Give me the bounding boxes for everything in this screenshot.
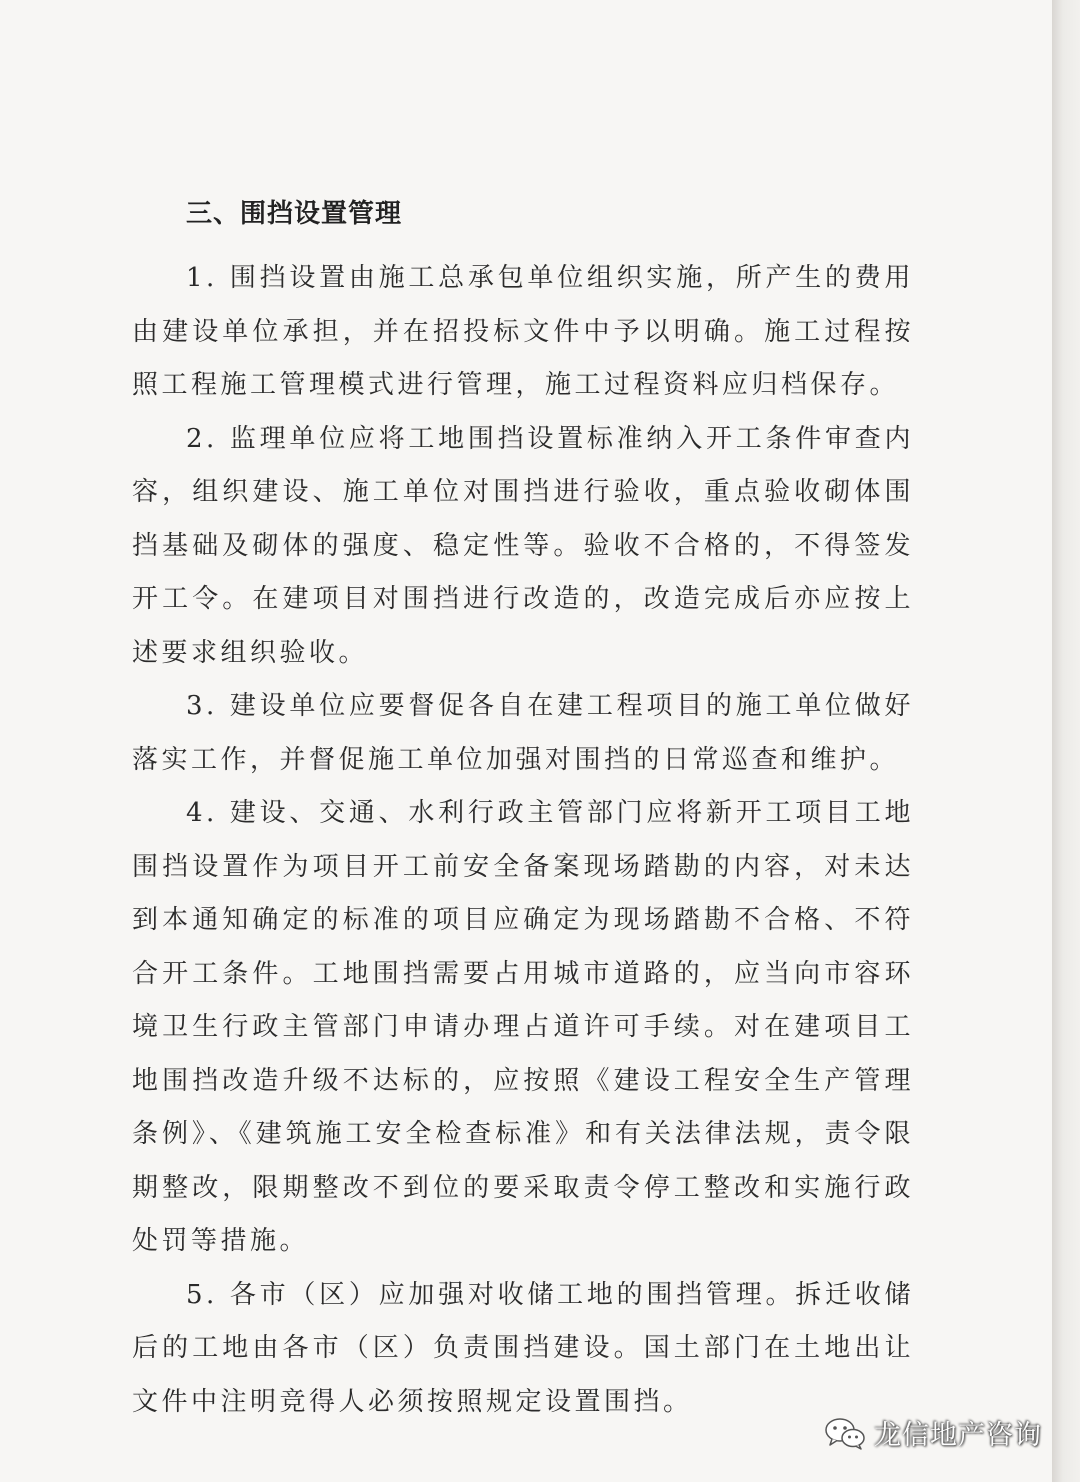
paragraph-4: 4. 建设、交通、水利行政主管部门应将新开工项目工地围挡设置作为项目开工前安全备案现场踏勘的内容，对未达到本通知确定的标准的项目应确定为现场踏勘不合格、不符合开工条件。工地围挡需要占用城市道路的，应当向市容环境卫生行政主管部门申请办理占道许可手续。对在建项目工地围挡改造升级不达标的，应按照《建设工程安全生产管理条例》、《建筑施工安全检查标准》和有关法律法规，责令限期整改，限期整改不到位的要采取责令停工整改和实施行政处罚等措施。 [132, 798, 914, 1256]
watermark [824, 1413, 1042, 1452]
wechat-icon [824, 1416, 866, 1450]
section-heading: 三、围挡设置管理 [186, 199, 403, 229]
paragraph-1: 1. 围挡设置由施工总承包单位组织实施，所产生的费用由建设单位承担，并在招投标文件中予以明确。施工过程按照工程施工管理模式进行管理，施工过程资料应归档保存。 [132, 263, 914, 400]
page-edge-shadow [1052, 0, 1080, 1482]
paragraph-2: 2. 监理单位应将工地围挡设置标准纳入开工条件审查内容，组织建设、施工单位对围挡进行验收，重点验收砌体围挡基础及砌体的强度、稳定性等。验收不合格的，不得签发开工令。在建项目对围挡进行改造的，改造完成后亦应按上述要求组织验收。 [132, 423, 914, 668]
paragraph-3: 3. 建设单位应要督促各自在建工程项目的施工单位做好落实工作，并督促施工单位加强对围挡的日常巡查和维护。 [132, 691, 914, 775]
watermark-text: 龙信地产咨询 [874, 1420, 1042, 1451]
document-content [132, 190, 914, 1429]
paragraph-5: 5. 各市（区）应加强对收储工地的围挡管理。拆迁收储后的工地由各市（区）负责围挡建设。国土部门在土地出让文件中注明竞得人必须按照规定设置围挡。 [132, 1279, 914, 1417]
